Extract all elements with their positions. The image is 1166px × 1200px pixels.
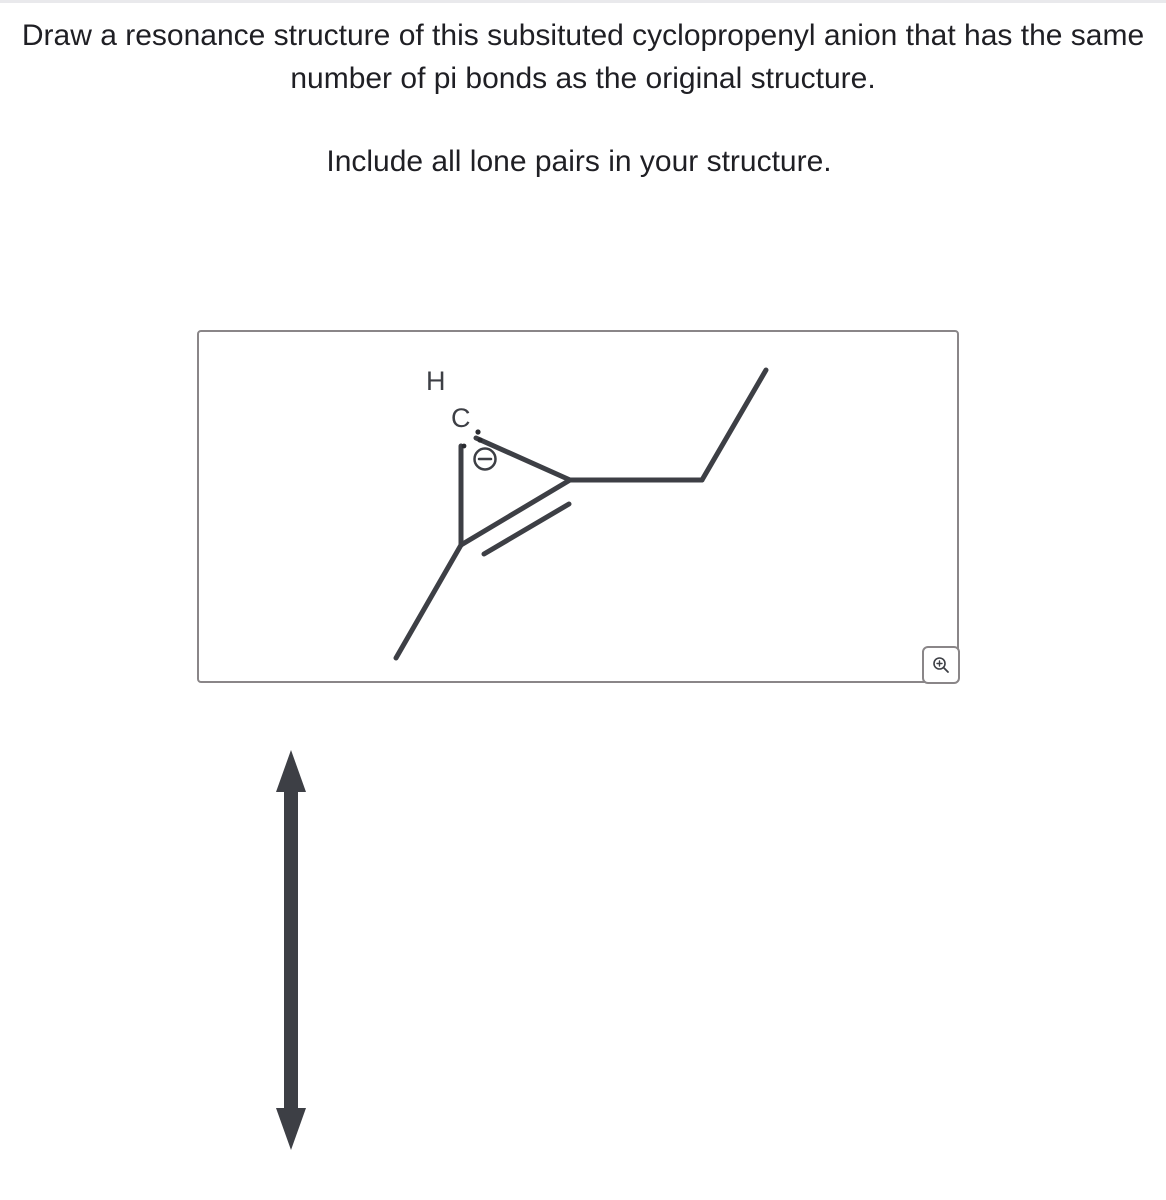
molecule-structure bbox=[199, 332, 957, 681]
molecule-display-panel bbox=[197, 330, 959, 683]
hydrogen-label: H bbox=[426, 366, 446, 396]
question-prompt: Draw a resonance structure of this subsituted cyclopropenyl anion that has the same number of pi bonds as the original structure. bbox=[21, 19, 1145, 95]
negative-charge-icon bbox=[475, 449, 496, 470]
resonance-arrow-icon bbox=[268, 748, 314, 1152]
zoom-in-icon bbox=[932, 656, 950, 674]
top-divider bbox=[0, 0, 1166, 3]
zoom-button[interactable] bbox=[922, 646, 960, 684]
carbon-label: C bbox=[451, 403, 471, 433]
ethyl-bond-2 bbox=[702, 370, 766, 480]
question-instruction: Include all lone pairs in your structure. bbox=[326, 145, 832, 178]
ring-pi-bond bbox=[484, 504, 569, 554]
methyl-bond bbox=[396, 545, 461, 658]
